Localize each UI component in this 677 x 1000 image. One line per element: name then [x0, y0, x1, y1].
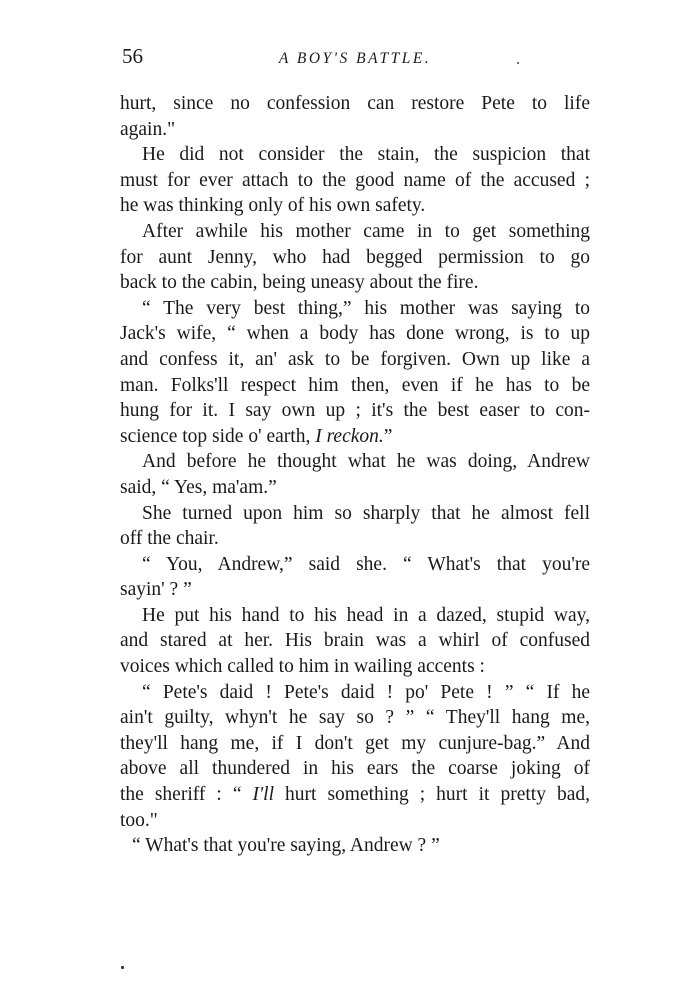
- print-speck: [517, 62, 519, 64]
- text-line: and confess it, an' ask to be forgiven. Own up like a: [120, 348, 590, 370]
- text-line: science top side o' earth, I reckon.”: [120, 425, 393, 447]
- text-line: voices which called to him in wailing accents :: [120, 656, 485, 678]
- text-line: said, “ Yes, ma'am.”: [120, 476, 277, 498]
- text-line: “ You, Andrew,” said she. “ What's that you're: [142, 553, 590, 575]
- text-line: She turned upon him so sharply that he almost fell: [142, 502, 590, 524]
- page-header: [120, 44, 590, 74]
- text-line: man. Folks'll respect him then, even if he has to be: [120, 374, 590, 396]
- text-line: After awhile his mother came in to get something: [142, 220, 590, 242]
- text-line: hung for it. I say own up ; it's the best easer to con-: [120, 400, 590, 422]
- text-line: ain't guilty, whyn't he say so ? ” “ They'll hang me,: [120, 707, 590, 729]
- text-line: He put his hand to his head in a dazed, stupid way,: [142, 604, 590, 626]
- text-line: hurt, since no confession can restore Pete to life: [120, 93, 590, 114]
- body-text: [120, 91, 590, 859]
- text-line: for aunt Jenny, who had begged permission to go: [120, 246, 590, 268]
- text-line: the sheriff : “ I'll hurt something ; hurt it pretty bad,: [120, 784, 590, 806]
- text-line: “ What's that you're saying, Andrew ? ”: [132, 835, 440, 857]
- text-line: above all thundered in his ears the coarse joking of: [120, 758, 590, 780]
- running-head: A BOY'S BATTLE.: [278, 50, 432, 67]
- text-line: must for ever attach to the good name of the accused ;: [120, 169, 590, 191]
- text-line: he was thinking only of his own safety.: [120, 195, 426, 217]
- print-mark: [121, 966, 124, 969]
- text-line: sayin' ? ”: [120, 579, 192, 601]
- text-line: off the chair.: [120, 528, 219, 550]
- text-line: too.": [120, 809, 158, 831]
- text-line: He did not consider the stain, the suspicion that: [142, 144, 590, 166]
- text-line: again.": [120, 118, 176, 140]
- text-line: “ Pete's daid ! Pete's daid ! po' Pete ! ” “ If he: [142, 681, 590, 703]
- text-line: Jack's wife, “ when a body has done wrong, is to up: [120, 323, 590, 345]
- text-line: back to the cabin, being uneasy about the fire.: [120, 272, 479, 294]
- text-line: they'll hang me, if I don't get my cunjure-bag.” And: [120, 732, 590, 754]
- text-line: And before he thought what he was doing, Andrew: [142, 451, 590, 473]
- text-line: and stared at her. His brain was a whirl of confused: [120, 630, 590, 652]
- page-number: 56: [122, 44, 143, 68]
- text-line: “ The very best thing,” his mother was saying to: [142, 297, 590, 319]
